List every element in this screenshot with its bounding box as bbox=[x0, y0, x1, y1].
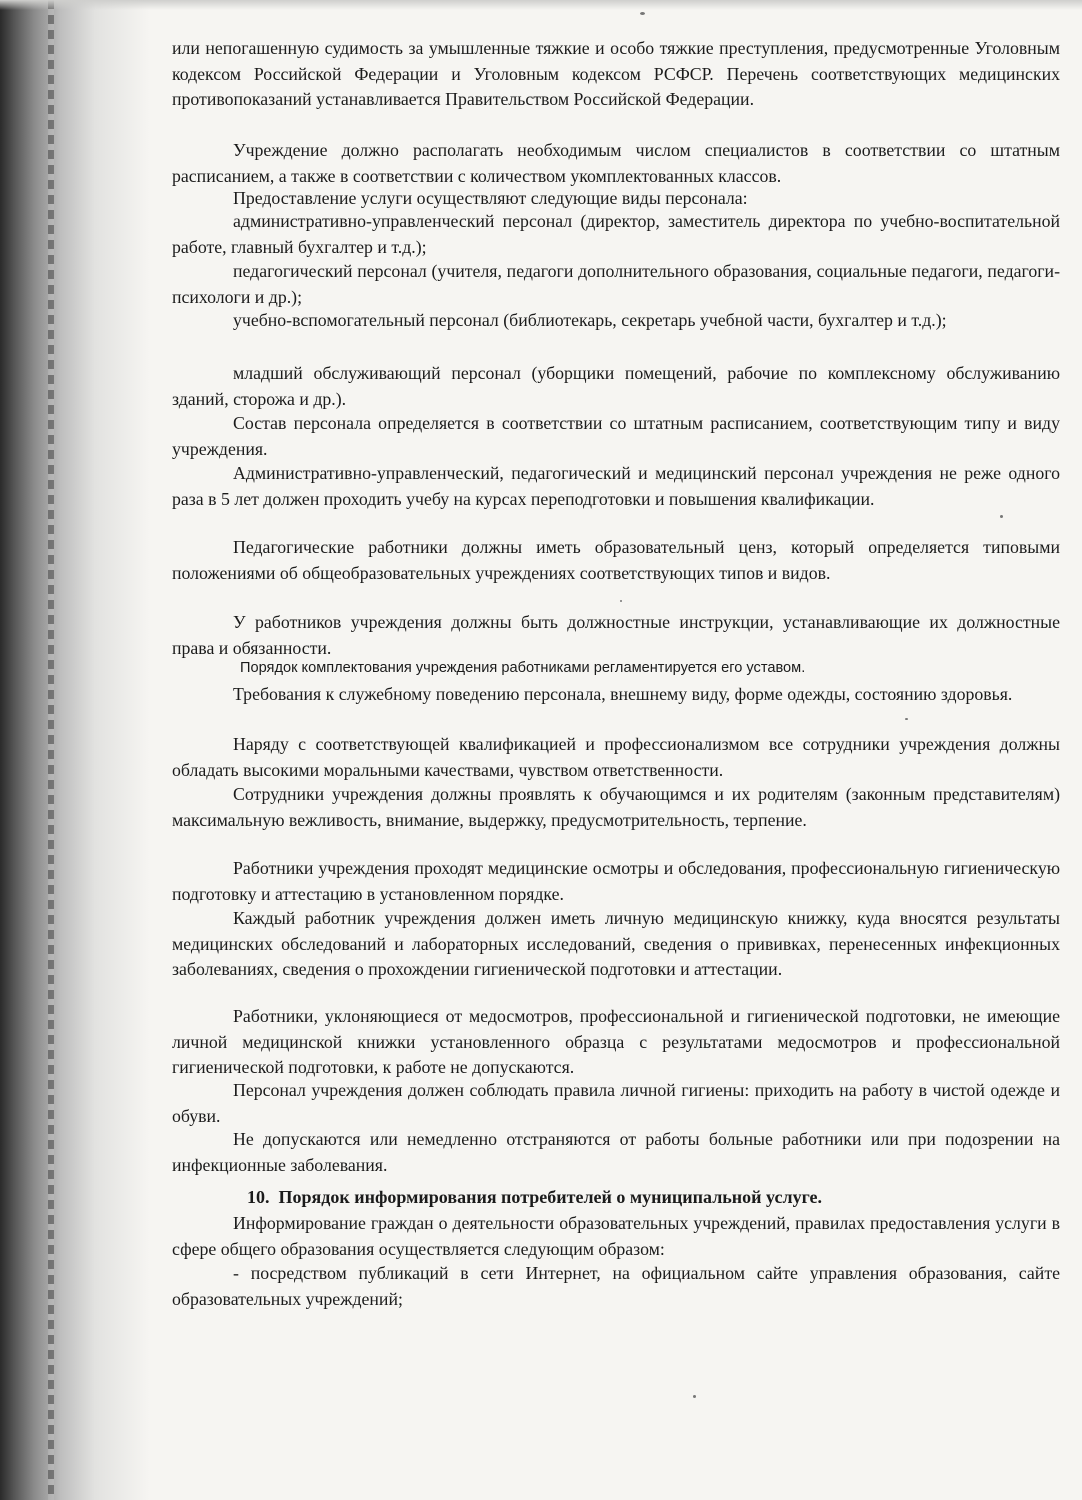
paragraph-staffing-charter: Порядок комплектования учреждения работниками регламентируется его уставом. bbox=[240, 660, 806, 676]
paragraph-medical-exams: Работники учреждения проходят медицинские осмотры и обследования, профессиональную гигиеническую подготовку и аттестацию в установленном порядке. bbox=[172, 858, 1060, 904]
scan-speck bbox=[640, 12, 645, 15]
paragraph-informing-citizens: Информирование граждан о деятельности образовательных учреждений, правилах предоставления услуги в сфере общего образования осуществляется следующим образом: bbox=[172, 1213, 1060, 1259]
paragraph-politeness: Сотрудники учреждения должны проявлять к обучающимся и их родителям (законным представителям) максимальную вежливость, внимание, выдержку, предусмотрительность, терпение. bbox=[172, 784, 1060, 830]
paragraph-hygiene: Персонал учреждения должен соблюдать правила личной гигиены: приходить на работу в чистой одежде и обуви. bbox=[172, 1080, 1060, 1126]
section-number: 10. bbox=[247, 1187, 270, 1207]
scan-speck bbox=[693, 1395, 696, 1398]
paragraph-qualification-courses: Административно-управленческий, педагогический и медицинский персонал учреждения не реже одного раза в 5 лет должен проходить учебу на курсах переподготовки и повышения квалификации. bbox=[172, 463, 1060, 509]
paragraph-teaching-staff: педагогический персонал (учителя, педагоги дополнительного образования, социальные педагоги, педагоги-психологи и др.); bbox=[172, 261, 1060, 307]
paragraph-internet-publications: - посредством публикаций в сети Интернет, на официальном сайте управления образования, сайте образовательных учреждений; bbox=[172, 1263, 1060, 1309]
scan-speck bbox=[1000, 515, 1003, 518]
paragraph-staff-types: Предоставление услуги осуществляют следующие виды персонала: bbox=[233, 188, 748, 208]
paragraph-sick-workers: Не допускаются или немедленно отстраняются от работы больные работники или при подозрении на инфекционные заболевания. bbox=[172, 1129, 1060, 1175]
scan-edge-shadow bbox=[0, 0, 150, 1500]
paragraph-education-census: Педагогические работники должны иметь образовательный ценз, который определяется типовыми положениями об общеобразовательных учреждениях соответствующих типов и видов. bbox=[172, 537, 1060, 583]
paragraph-admin-staff: административно-управленческий персонал (директор, заместитель директора по учебно-воспитательной работе, главный бухгалтер и т.д.); bbox=[172, 211, 1060, 257]
paragraph-job-instructions: У работников учреждения должны быть должностные инструкции, устанавливающие их должностные права и обязанности. bbox=[172, 612, 1060, 658]
paragraph-behavior-requirements: Требования к служебному поведению персонала, внешнему виду, форме одежды, состоянию здоровья. bbox=[233, 684, 1013, 704]
paragraph-criminal-record: или непогашенную судимость за умышленные тяжкие и особо тяжкие преступления, предусмотренные Уголовным кодексом Российской Федерации и Уголовным кодексом РСФСР. Перечень соответствующих медицинских противопоказаний устанавливается Правительством Российской Федерации. bbox=[172, 38, 1060, 110]
paragraph-support-staff: учебно-вспомогательный персонал (библиотекарь, секретарь учебной части, бухгалтер и т.д.); bbox=[233, 310, 947, 330]
scan-top-edge bbox=[0, 0, 1082, 10]
paragraph-medical-book: Каждый работник учреждения должен иметь личную медицинскую книжку, куда вносятся результаты медицинских обследований и лабораторных исследований, сведения о прививках, перенесенных инфекционных заболеваниях, сведения о прохождении гигиенической подготовки и аттестации. bbox=[172, 908, 1060, 980]
section-title: Порядок информирования потребителей о муниципальной услуге. bbox=[278, 1187, 823, 1207]
paragraph-moral-qualities: Наряду с соответствующей квалификацией и профессионализмом все сотрудники учреждения должны обладать высокими моральными качествами, чувством ответственности. bbox=[172, 734, 1060, 780]
paragraph-evading-workers: Работники, уклоняющиеся от медосмотров, профессиональной и гигиенической подготовки, не имеющие личной медицинской книжки установленного образца с результатами медосмотров и профессиональной гигиенической подготовки, к работе не допускаются. bbox=[172, 1006, 1060, 1078]
scan-speck bbox=[905, 718, 908, 720]
scan-speck bbox=[620, 600, 622, 602]
section-heading bbox=[247, 1185, 822, 1210]
paragraph-specialists: Учреждение должно располагать необходимым числом специалистов в соответствии со штатным расписанием, а также в соответствии с количеством укомплектованных классов. bbox=[172, 140, 1060, 186]
paragraph-staff-composition: Состав персонала определяется в соответствии со штатным расписанием, соответствующим типу и виду учреждения. bbox=[172, 413, 1060, 459]
scan-edge-streak bbox=[48, 0, 54, 1500]
paragraph-service-staff: младший обслуживающий персонал (уборщики помещений, рабочие по комплексному обслуживанию зданий, сторожа и др.). bbox=[172, 363, 1060, 409]
